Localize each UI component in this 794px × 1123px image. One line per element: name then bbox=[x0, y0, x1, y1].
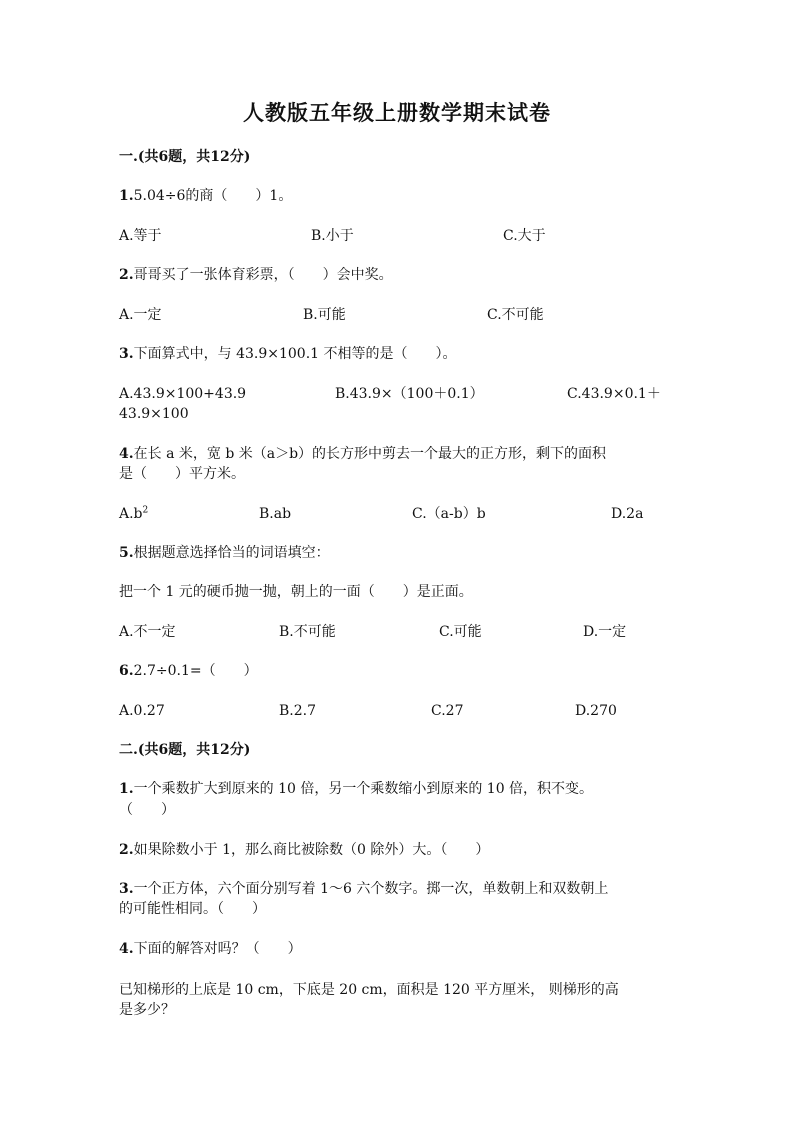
option-a: A.不一定 bbox=[119, 624, 176, 640]
option-a bbox=[119, 504, 148, 524]
option-d: D.一定 bbox=[583, 624, 627, 640]
section-header-2: 二.(共6题，共12分) bbox=[119, 742, 251, 758]
option-b: B.可能 bbox=[303, 307, 346, 323]
question-number: 2. bbox=[119, 842, 134, 858]
option-c: C.43.9×0.1＋ bbox=[567, 386, 661, 402]
question-text: 如果除数小于 1，那么商比被除数（0 除外）大。（ ） bbox=[133, 842, 490, 858]
option-a: A.43.9×100+43.9 bbox=[119, 386, 247, 402]
question-number: 3. bbox=[119, 346, 134, 362]
question-number: 2. bbox=[119, 267, 134, 283]
question-1-6 bbox=[119, 661, 679, 681]
question-1-2 bbox=[119, 265, 679, 285]
option-b: B.2.7 bbox=[279, 703, 317, 719]
question-2-3 bbox=[119, 879, 679, 899]
question-text: 一个正方体，六个面分别写着 1～6 六个数字。掷一次，单数朝上和双数朝上 bbox=[133, 881, 609, 897]
option-c: C.大于 bbox=[503, 228, 546, 244]
page-title: 人教版五年级上册数学期末试卷 bbox=[243, 100, 551, 125]
option-d: D.270 bbox=[575, 703, 617, 719]
question-text: 下面算式中，与 43.9×100.1 不相等的是（ ）。 bbox=[133, 346, 457, 362]
option-a: A.等于 bbox=[119, 228, 162, 244]
question-1-5 bbox=[119, 543, 679, 563]
option-a: A.一定 bbox=[119, 307, 162, 323]
question-text-continued: 把一个 1 元的硬币抛一抛，朝上的一面（ ）是正面。 bbox=[119, 584, 473, 600]
question-text: 下面的解答对吗？（ ） bbox=[133, 941, 302, 957]
option-d: D.2a bbox=[611, 506, 644, 522]
question-text: 在长 a 米，宽 b 米（a＞b）的长方形中剪去一个最大的正方形，剩下的面积 bbox=[133, 446, 607, 462]
option-a: A.0.27 bbox=[119, 703, 165, 719]
question-number: 1. bbox=[119, 188, 134, 204]
option-b: B.小于 bbox=[311, 228, 354, 244]
option-c-continued: 43.9×100 bbox=[119, 406, 189, 422]
question-text-continued: 是（ ）平方米。 bbox=[119, 466, 245, 482]
superscript: 2 bbox=[142, 505, 149, 516]
option-c: C.27 bbox=[431, 703, 464, 719]
question-text-continued: 是多少？ bbox=[119, 1002, 175, 1018]
option-a-text: A.b bbox=[119, 506, 143, 522]
option-b: B.不可能 bbox=[279, 624, 336, 640]
question-text: 5.04÷6的商（ ）1。 bbox=[133, 188, 293, 204]
question-text: 一个乘数扩大到原来的 10 倍，另一个乘数缩小到原来的 10 倍，积不变。 bbox=[133, 781, 594, 797]
question-2-1 bbox=[119, 779, 679, 799]
option-c: C.可能 bbox=[439, 624, 482, 640]
option-b: B.43.9×（100＋0.1） bbox=[335, 386, 484, 402]
question-1-3 bbox=[119, 344, 679, 364]
question-1-4 bbox=[119, 444, 679, 464]
question-number: 4. bbox=[119, 446, 134, 462]
option-c: C.不可能 bbox=[487, 307, 544, 323]
question-text-continued: 已知梯形的上底是 10 cm，下底是 20 cm，面积是 120 平方厘米， 则梯形的高 bbox=[119, 982, 619, 998]
question-2-4 bbox=[119, 939, 679, 959]
question-1-1 bbox=[119, 186, 679, 206]
question-number: 4. bbox=[119, 941, 134, 957]
option-b: B.ab bbox=[259, 506, 292, 522]
question-number: 6. bbox=[119, 663, 134, 679]
question-text-continued: （ ） bbox=[119, 802, 175, 818]
question-text: 根据题意选择恰当的词语填空： bbox=[133, 545, 330, 561]
question-number: 3. bbox=[119, 881, 134, 897]
question-text: 2.7÷0.1=（ ） bbox=[133, 663, 258, 679]
section-header-1: 一.(共6题，共12分) bbox=[119, 149, 251, 165]
question-number: 5. bbox=[119, 545, 134, 561]
question-text: 哥哥买了一张体育彩票，（ ）会中奖。 bbox=[133, 267, 393, 283]
question-number: 1. bbox=[119, 781, 134, 797]
question-text-continued: 的可能性相同。（ ） bbox=[119, 901, 266, 917]
option-c: C.（a-b）b bbox=[412, 506, 486, 522]
question-2-2 bbox=[119, 840, 679, 860]
